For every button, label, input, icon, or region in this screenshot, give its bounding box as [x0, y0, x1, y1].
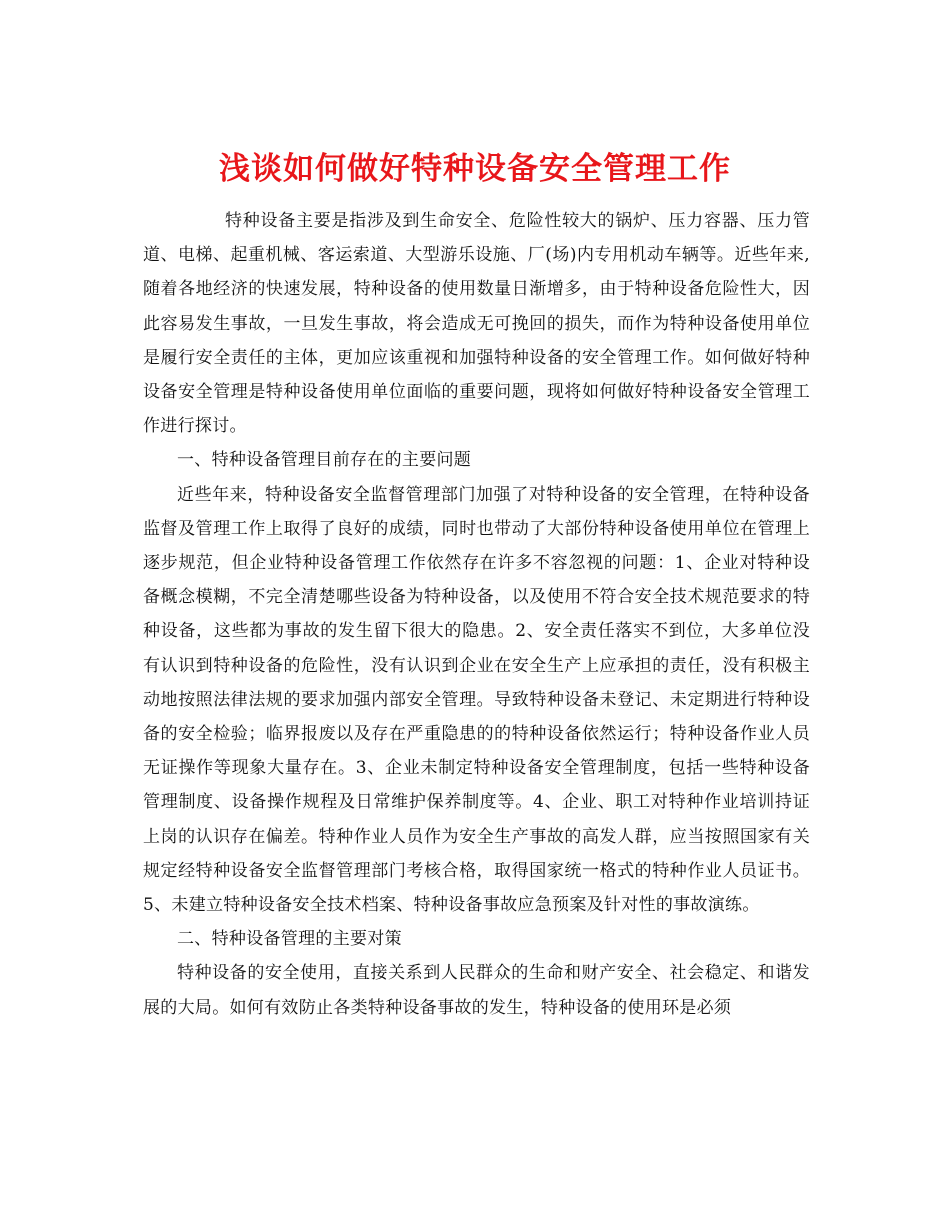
intro-paragraph: 特种设备主要是指涉及到生命安全、危险性较大的锅炉、压力容器、压力管道、电梯、起重机械、客运索道、大型游乐设施、厂(场)内专用机动车辆等。近些年来,随着各地经济的快速发展，特种设备的使用数量日渐增多，由于特种设备危险性大，因此容易发生事故，一旦发生事故，将会造成无可挽回的损失，而作为特种设备使用单位是履行安全责任的主体，更加应该重视和加强特种设备的安全管理工作。如何做好特种设备安全管理是特种设备使用单位面临的重要问题，现将如何做好特种设备安全管理工作进行探讨。 — [143, 211, 810, 437]
section-heading-1: 一、特种设备管理目前存在的主要问题 — [177, 450, 472, 471]
section-2-paragraph: 特种设备的安全使用，直接关系到人民群众的生命和财产安全、社会稳定、和谐发展的大局。如何有效防止各类特种设备事故的发生，特种设备的使用环是必须 — [143, 963, 810, 1018]
section-heading-2: 二、特种设备管理的主要对策 — [177, 929, 402, 950]
document-title: 浅谈如何做好特种设备安全管理工作 — [219, 150, 731, 187]
section-1-paragraph: 近些年来，特种设备安全监督管理部门加强了对特种设备的安全管理，在特种设备监督及管理工作上取得了良好的成绩，同时也带动了大部份特种设备使用单位在管理上逐步规范，但企业特种设备管理工作依然存在许多不容忽视的问题：1、企业对特种设备概念模糊，不完全清楚哪些设备为特种设备，以及使用不符合安全技术规范要求的特种设备，这些都为事故的发生留下很大的隐患。2、安全责任落实不到位，大多单位没有认识到特种设备的危险性，没有认识到企业在安全生产上应承担的责任，没有积极主动地按照法律法规的要求加强内部安全管理。导致特种设备未登记、未定期进行特种设备的安全检验；临界报废以及存在严重隐患的的特种设备依然运行；特种设备作业人员无证操作等现象大量存在。3、企业未制定特种设备安全管理制度，包括一些特种设备管理制度、设备操作规程及日常维护保养制度等。4、企业、职工对特种作业培训持证上岗的认识存在偏差。特种作业人员作为安全生产事故的高发人群，应当按照国家有关规定经特种设备安全监督管理部门考核合格，取得国家统一格式的特种作业人员证书。5、未建立特种设备安全技术档案、特种设备事故应急预案及针对性的事故演练。 — [143, 484, 810, 916]
document-body — [143, 204, 810, 1025]
